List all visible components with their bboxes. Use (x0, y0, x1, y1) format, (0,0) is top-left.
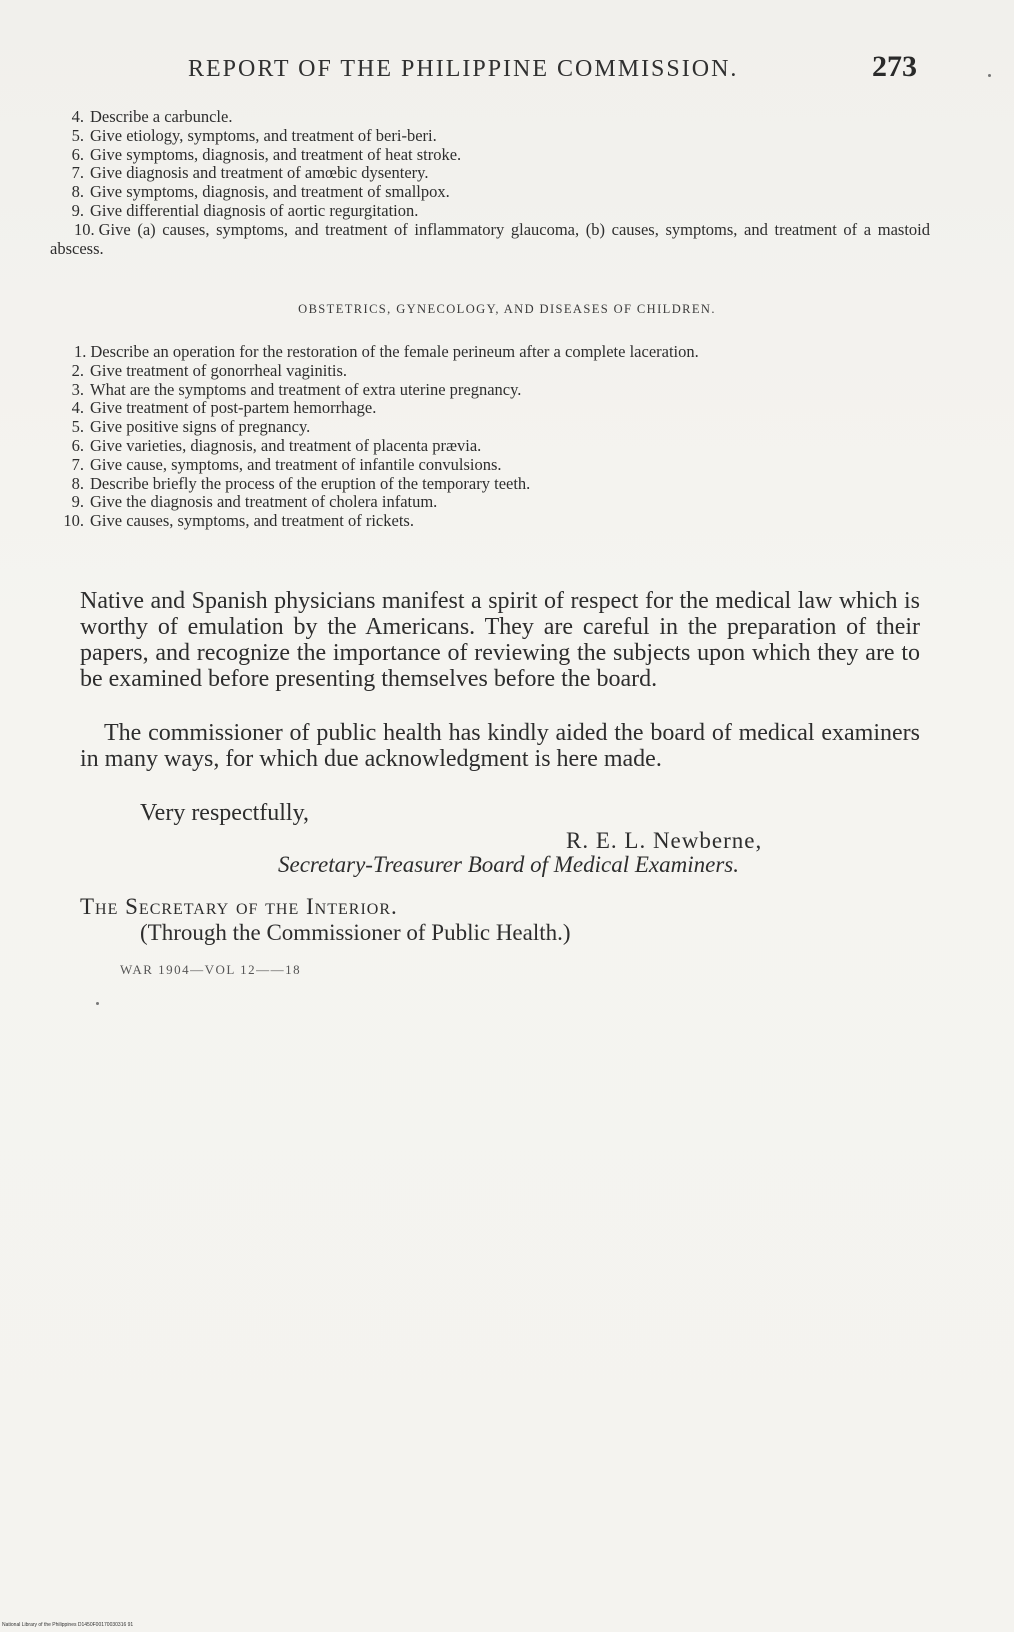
item-number: 8. (71, 182, 84, 202)
item-number: 9. (71, 200, 84, 220)
list-item (50, 418, 930, 437)
addressee-line: The Secretary of the Interior. (80, 894, 398, 919)
item-text: Give differential diagnosis of aortic regurgitation. (90, 200, 419, 220)
paper-speck (96, 1002, 99, 1005)
item-text: Give the diagnosis and treatment of cholera infatum. (90, 492, 438, 512)
closing-salutation: Very respectfully, (140, 800, 310, 826)
paper-speck (988, 74, 991, 77)
item-text: What are the symptoms and treatment of extra uterine pregnancy. (90, 379, 522, 399)
list-item (50, 108, 930, 127)
body-paragraph: Native and Spanish physicians manifest a spirit of respect for the medical law which is worthy of emulation by the Americans. They are careful in the preparation of their papers, and recognize the importance of reviewing the subjects upon which they are to be examined before presenting themselves before the board. (80, 588, 920, 692)
list-item (50, 164, 930, 183)
list-item (50, 127, 930, 146)
item-number: 4. (71, 107, 84, 126)
item-number: 2. (71, 360, 84, 380)
list-item (50, 437, 930, 456)
item-text: Describe an operation for the restoration of the female perineum after a complete laceration. (90, 342, 699, 361)
item-number: 10. (74, 219, 95, 239)
addressee-subline: (Through the Commissioner of Public Health.) (140, 920, 571, 945)
list-item (50, 456, 930, 475)
list-item (50, 202, 930, 221)
list-item (50, 343, 930, 362)
item-text: Give cause, symptoms, and treatment of infantile convulsions. (90, 454, 502, 474)
scan-footer-credit: National Library of the Philippines D1450F00170030316 91 (2, 1622, 134, 1628)
item-text: Give positive signs of pregnancy. (90, 417, 311, 437)
list-item (50, 512, 930, 531)
list-item (50, 493, 930, 512)
list-item (50, 146, 930, 165)
item-number: 4. (71, 398, 84, 418)
running-head: REPORT OF THE PHILIPPINE COMMISSION. (188, 56, 739, 82)
item-text: Give treatment of post-partem hemorrhage. (90, 398, 377, 418)
item-text: Give varieties, diagnosis, and treatment of placenta prævia. (90, 435, 482, 455)
section-heading: OBSTETRICS, GYNECOLOGY, AND DISEASES OF CHILDREN. (298, 302, 716, 316)
body-paragraph: The commissioner of public health has kindly aided the board of medical examiners in many ways, for which due acknowledgment is here made. (80, 720, 920, 772)
list-item (50, 381, 930, 400)
item-number: 7. (71, 163, 84, 183)
medicine-question-list (50, 108, 930, 258)
signer-name: R. E. L. Newberne, (566, 828, 763, 853)
list-item (50, 183, 930, 202)
item-number: 3. (71, 379, 84, 399)
item-text: Give (a) causes, symptoms, and treatment of inflammatory glaucoma, (b) causes, symptoms, and treatment of a mastoid abscess. (50, 219, 930, 258)
item-number: 5. (71, 125, 84, 145)
item-text: Give symptoms, diagnosis, and treatment of heat stroke. (90, 144, 462, 164)
item-number: 8. (71, 473, 84, 493)
item-number: 1. (74, 342, 87, 361)
page-number: 273 (872, 50, 917, 83)
item-text: Give treatment of gonorrheal vaginitis. (90, 360, 348, 380)
item-text: Give causes, symptoms, and treatment of rickets. (90, 511, 414, 531)
item-text: Give symptoms, diagnosis, and treatment of smallpox. (90, 182, 450, 202)
list-item (50, 362, 930, 381)
item-number: 7. (71, 454, 84, 474)
item-text: Describe a carbuncle. (90, 107, 233, 126)
list-item (50, 221, 930, 259)
item-number: 10. (63, 511, 84, 531)
item-number: 6. (71, 435, 84, 455)
item-number: 6. (71, 144, 84, 164)
item-number: 5. (71, 417, 84, 437)
item-text: Give diagnosis and treatment of amœbic dysentery. (90, 163, 429, 183)
list-item (50, 475, 930, 494)
item-number: 9. (71, 492, 84, 512)
item-text: Give etiology, symptoms, and treatment of beri-beri. (90, 125, 437, 145)
signer-title: Secretary-Treasurer Board of Medical Examiners. (278, 852, 739, 877)
printer-signature-mark: WAR 1904—VOL 12——18 (120, 962, 302, 977)
obstetrics-question-list (50, 343, 930, 531)
list-item (50, 399, 930, 418)
item-text: Describe briefly the process of the eruption of the temporary teeth. (90, 473, 531, 493)
